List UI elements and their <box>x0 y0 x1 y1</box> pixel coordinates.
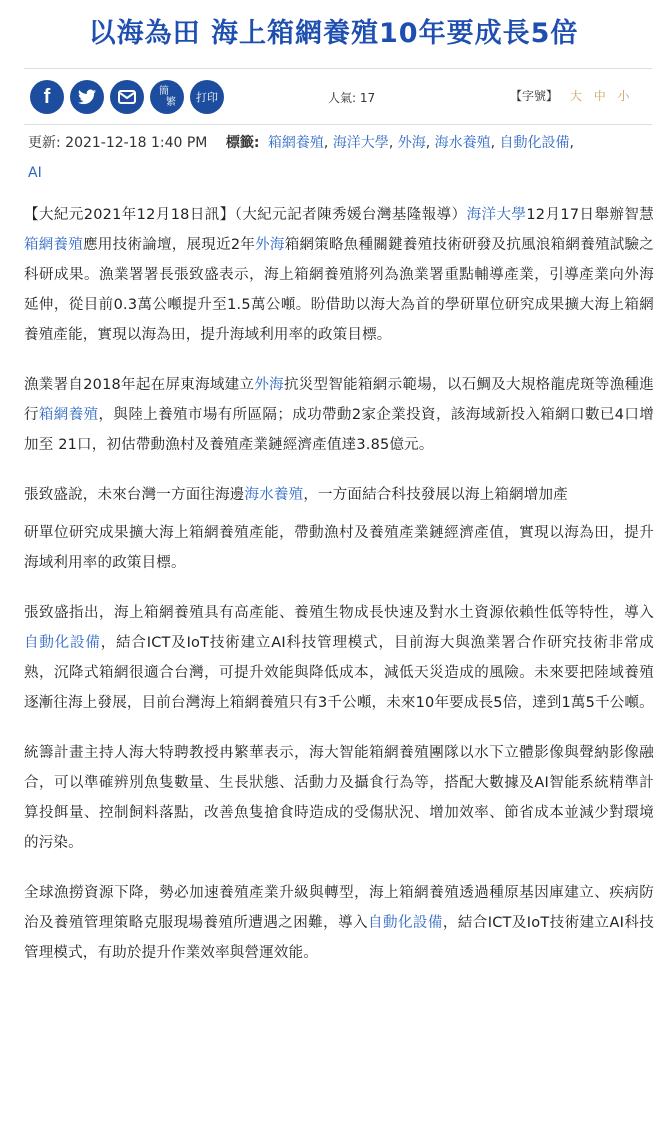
email-share-button[interactable] <box>110 80 144 114</box>
keyword-link[interactable]: 外海 <box>255 237 285 253</box>
facebook-icon: f <box>43 85 51 108</box>
keyword-link[interactable]: 自動化設備 <box>24 635 101 651</box>
font-size-small-option[interactable]: 小 <box>617 89 630 103</box>
keyword-link[interactable]: 箱網養殖 <box>38 407 99 423</box>
tag-link[interactable]: 海洋大學 <box>332 135 389 151</box>
tag-separator: , <box>569 135 574 151</box>
article-body <box>24 200 654 988</box>
paragraph-text: 全球漁撈資源下降，勢必加速養殖產業升級與轉型，海上箱網養殖透過種原基因庫建立、疾病防治及養殖管理策略克服現場養殖所遭遇之困難，導入 <box>24 885 654 931</box>
twitter-share-button[interactable] <box>70 80 104 114</box>
tag-link[interactable]: AI <box>28 165 42 181</box>
article-paragraph <box>24 200 654 350</box>
keyword-link[interactable]: 箱網養殖 <box>24 237 84 253</box>
tags-label: 標籤: <box>225 135 260 151</box>
article-paragraph: 統籌計畫主持人海大特聘教授冉繁華表示，海大智能箱網養殖團隊以水下立體影像與聲納影像融合，可以準確辨別魚隻數量、生長狀態、活動力及攝食行為等，搭配大數據及AI智能系統精準計算投餌量、控制飼料落點，改善魚隻搶食時造成的受傷狀況、增加效率、節省成本並減少對環境的污染。 <box>24 745 654 851</box>
article-paragraph: 研單位研究成果擴大海上箱網養殖產能，帶動漁村及養殖產業鏈經濟產值，實現以海為田，提升海域利用率的政策目標。 <box>24 525 654 571</box>
article-toolbar <box>28 80 648 116</box>
paragraph-text: 張致盛指出，海上箱網養殖具有高產能、養殖生物成長快速及對水土資源依賴性低等特性，導入 <box>24 605 654 621</box>
paragraph-text: 抗災型智能箱網示範場，以石鯛及大規格龍虎斑等漁種進行 <box>24 377 655 423</box>
font-size-medium-option[interactable]: 中 <box>593 89 606 103</box>
font-size-label: 【字號】 <box>510 89 559 103</box>
paragraph-text: 12月17日舉辦智慧 <box>526 207 654 223</box>
paragraph-text: 箱網策略魚種關鍵養殖技術研發及抗風浪箱網養殖試驗之科研成果。漁業署署長張致盛表示，海上箱網養殖將列為漁業署重點輔導產業，引導產業向外海延伸，從目前0.3萬公噸提升至1.5萬公噸。盼借助以海大為首的學研單位研究成果擴大海上箱網養殖產能，實現以海為田，提升海域利用率的政策目標。 <box>24 237 655 343</box>
article-meta <box>28 128 653 188</box>
convert-label-bottom: 繁 <box>166 97 176 108</box>
tag-link[interactable]: 外海 <box>397 135 426 151</box>
view-count: 人氣: 17 <box>328 91 376 105</box>
keyword-link[interactable]: 海洋大學 <box>466 207 527 223</box>
paragraph-text: ，與陸上養殖市場有所區隔；成功帶動2家企業投資，該海域新投入箱網口數已4口增加至 21口，初估帶動漁村及養殖產業鏈經濟產值達3.85億元。 <box>24 407 654 453</box>
tag-separator: , <box>388 135 398 151</box>
toolbar-divider <box>24 124 652 125</box>
tag-separator: , <box>425 135 435 151</box>
paragraph-text: 【大紀元2021年12月18日訊】（大紀元記者陳秀媛台灣基隆報導） <box>24 207 467 223</box>
print-button[interactable] <box>190 80 224 114</box>
facebook-share-button[interactable] <box>30 80 64 114</box>
article-paragraph <box>24 480 654 510</box>
mail-icon <box>118 90 136 104</box>
paragraph-text: ，結合ICT及IoT技術建立AI科技管理模式，目前海大與漁業署合作研究技術非常成熟，沉降式箱網很適合台灣，可提升效能與降低成本，減低天災造成的風險。未來要把陸域養殖逐漸往海上發展，目前台灣海上箱網養殖只有3千公噸，未來10年要成長5倍，達到1萬5千公噸。 <box>24 635 654 711</box>
tag-link[interactable]: 箱網養殖 <box>267 135 324 151</box>
tag-separator: , <box>490 135 500 151</box>
updated-timestamp: 更新: 2021-12-18 1:40 PM <box>28 135 208 151</box>
keyword-link[interactable]: 海水養殖 <box>244 487 304 503</box>
tag-separator: , <box>323 135 333 151</box>
paragraph-text: 應用技術論壇，展現近2年 <box>83 237 256 253</box>
article-paragraph <box>24 598 654 718</box>
print-label: 打印 <box>196 92 218 104</box>
paragraph-text: ，一方面結合科技發展以海上箱網增加產 <box>303 487 568 503</box>
tag-link[interactable]: 海水養殖 <box>434 135 491 151</box>
keyword-link[interactable]: 自動化設備 <box>368 915 443 931</box>
header-divider <box>24 68 652 69</box>
twitter-icon <box>78 89 96 105</box>
paragraph-text: 張致盛說，未來台灣一方面往海邊 <box>24 487 245 503</box>
paragraph-text: 漁業署自2018年起在屏東海域建立 <box>24 377 255 393</box>
simplified-traditional-toggle-button[interactable] <box>150 80 184 114</box>
article-paragraph <box>24 878 654 968</box>
keyword-link[interactable]: 外海 <box>254 377 284 393</box>
convert-label-top: 簡 <box>159 86 169 97</box>
paragraph-text: ，結合ICT及IoT技術建立AI科技管理模式，有助於提升作業效率與營運效能。 <box>24 915 654 961</box>
article-paragraph <box>24 370 654 460</box>
font-size-selector <box>510 87 630 104</box>
font-size-large-option[interactable]: 大 <box>569 89 582 103</box>
tag-link[interactable]: 自動化設備 <box>499 135 570 151</box>
article-title: 以海為田 海上箱網養殖10年要成長5倍 <box>88 18 579 49</box>
